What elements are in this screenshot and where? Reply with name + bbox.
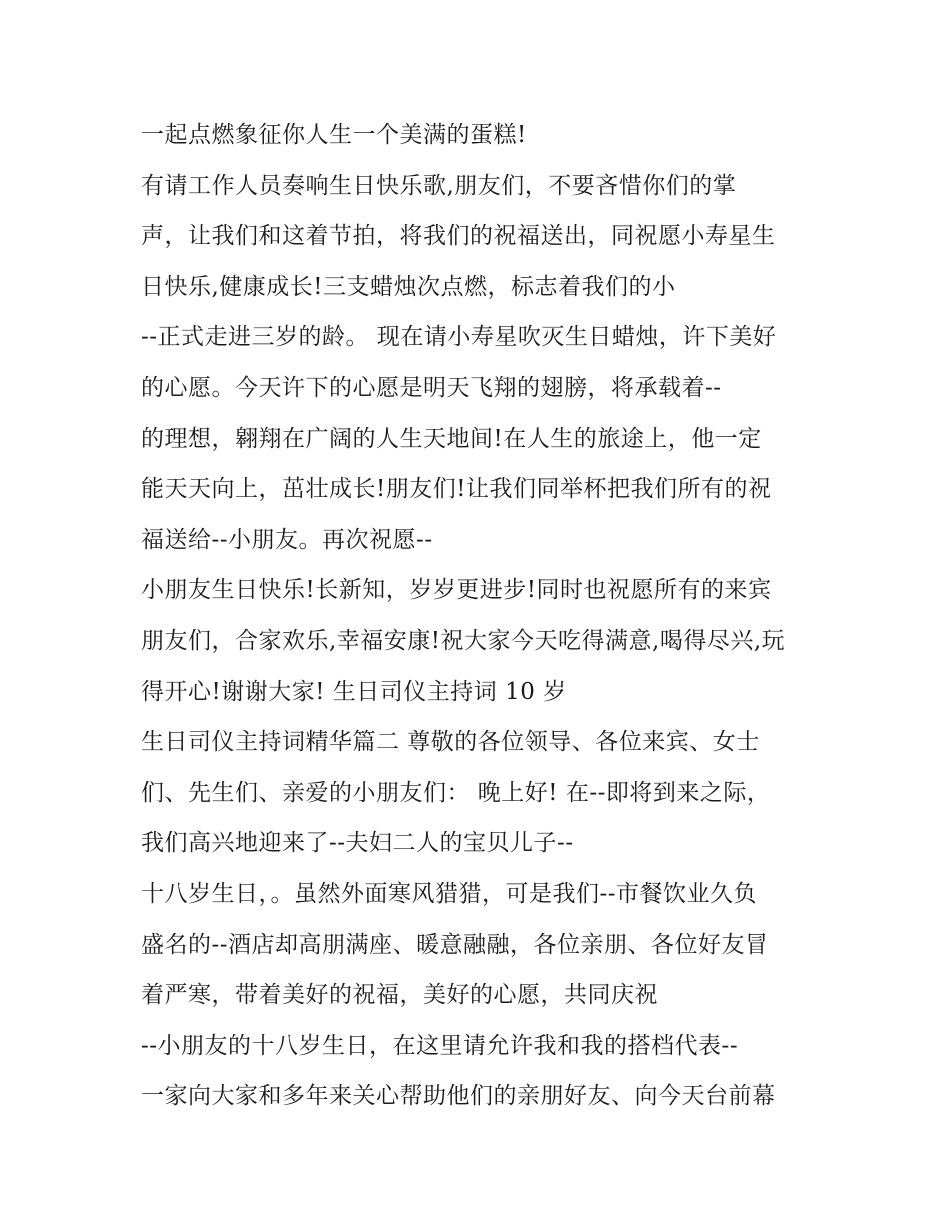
text-line: --正式走进三岁的龄。 现在请小寿星吹灭生日蜡烛，许下美好	[141, 324, 777, 351]
text-line: 朋友们，合家欢乐,幸福安康!祝大家今天吃得满意,喝得尽兴,玩	[141, 627, 786, 654]
text-line: 着严寒，带着美好的祝福，美好的心愿，共同庆祝	[141, 982, 658, 1009]
text-line: 我们高兴地迎来了--夫妇二人的宝贝儿子--	[141, 830, 574, 857]
text-line: 一起点燃象征你人生一个美满的蛋糕!	[141, 122, 527, 148]
text-line: 得开心!谢谢大家! 生日司仪主持词 10 岁	[141, 678, 567, 705]
text-line: 小朋友生日快乐!长新知，岁岁更进步!同时也祝愿所有的来宾	[141, 577, 772, 604]
body-text	[141, 110, 821, 1122]
text-line: 生日司仪主持词精华篇二 尊敬的各位领导、各位来宾、女士	[141, 729, 760, 756]
text-line: 能天天向上，茁壮成长!朋友们!让我们同举杯把我们所有的祝	[141, 476, 772, 503]
text-line: 福送给--小朋友。再次祝愿--	[141, 526, 433, 553]
text-line: --小朋友的十八岁生日，在这里请允许我和我的搭档代表--	[141, 1032, 739, 1059]
text-line: 有请工作人员奏响生日快乐歌,朋友们，不要吝惜你们的掌	[141, 172, 737, 199]
text-line: 的心愿。今天许下的心愿是明天飞翔的翅膀，将承载着--	[141, 374, 722, 401]
text-line: 声，让我们和这着节拍，将我们的祝福送出，同祝愿小寿星生	[141, 223, 776, 250]
text-line: 盛名的--酒店却高朋满座、暖意融融，各位亲朋、各位好友冒	[141, 931, 769, 958]
text-line: 的理想，翱翔在广阔的人生天地间!在人生的旅途上，他一定	[141, 425, 762, 452]
text-line: 十八岁生日，。虽然外面寒风猎猎，可是我们--市餐饮业久负	[141, 880, 758, 907]
text-line: 日快乐,健康成长!三支蜡烛次点燃，标志着我们的小	[141, 273, 676, 300]
text-line: 一家向大家和多年来关心帮助他们的亲朋好友、向今天台前幕	[141, 1083, 776, 1110]
text-line: 们、先生们、亲爱的小朋友们： 晚上好! 在--即将到来之际，	[141, 779, 771, 806]
